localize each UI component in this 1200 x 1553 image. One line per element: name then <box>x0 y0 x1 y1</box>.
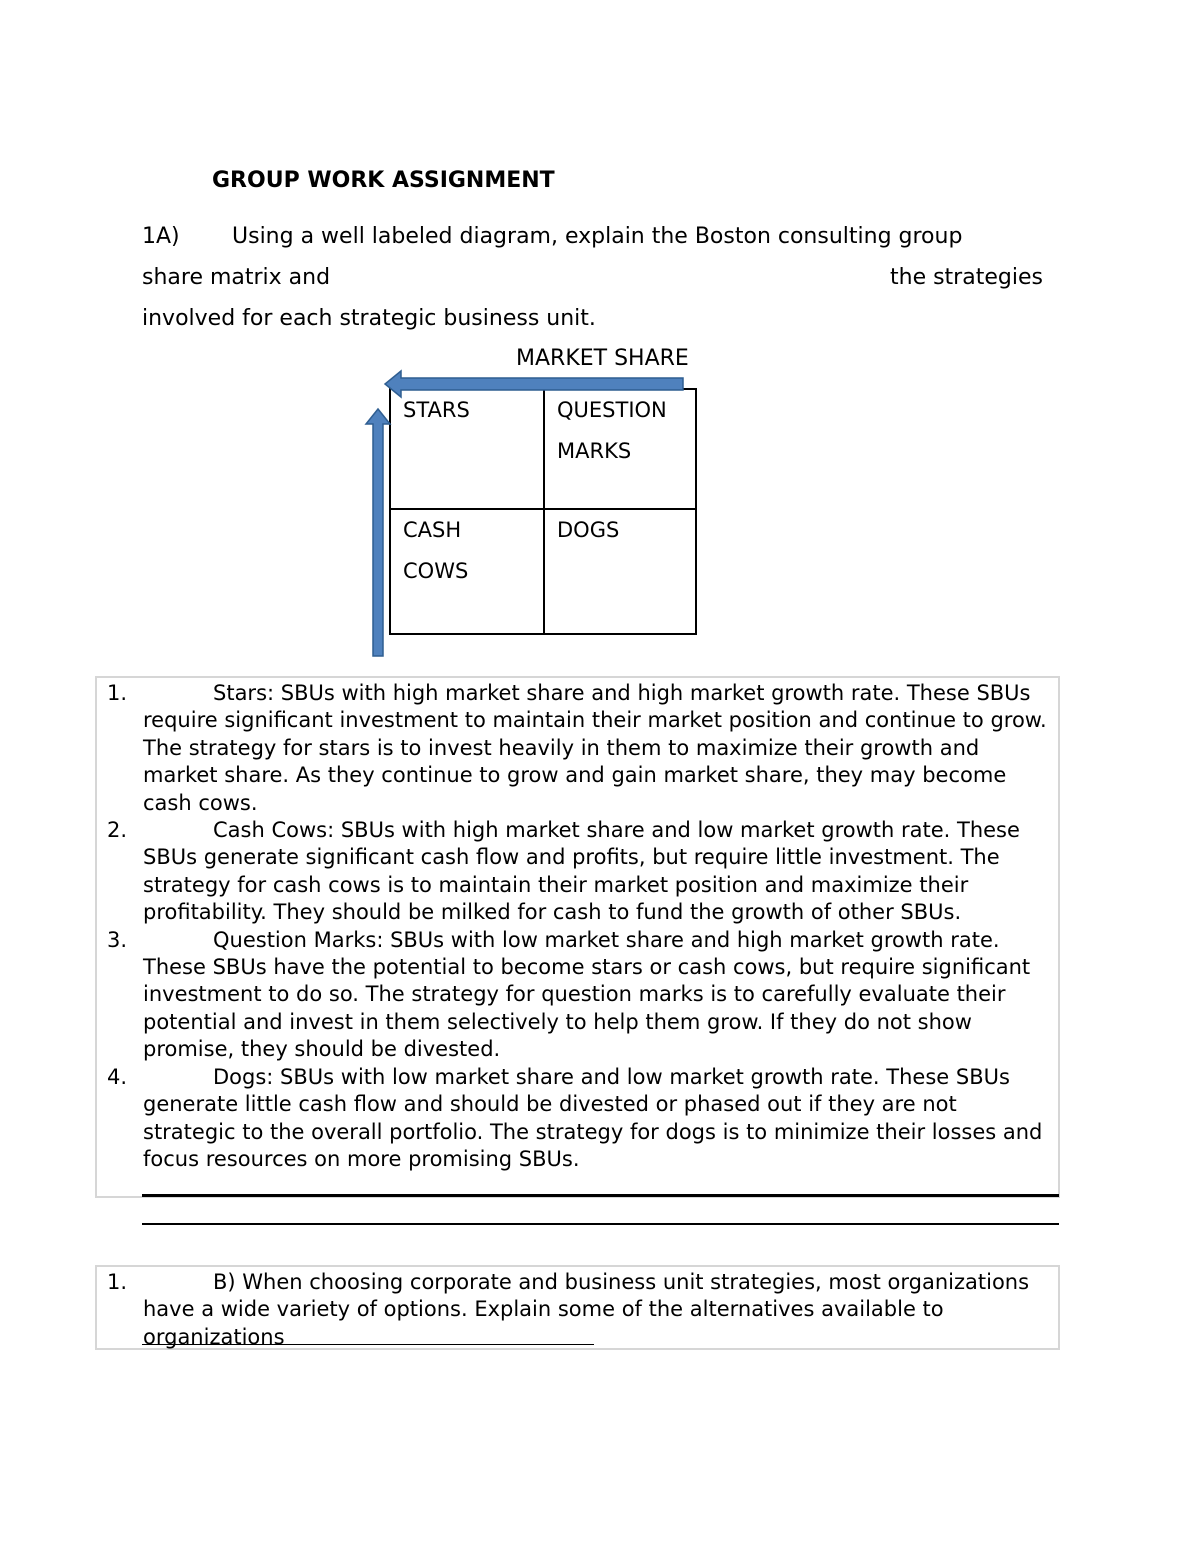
answer-item-stars <box>97 680 1058 817</box>
list-number: 4. <box>107 1064 128 1089</box>
market-share-axis-label: MARKET SHARE <box>516 346 689 371</box>
list-number: 1. <box>107 1270 128 1294</box>
left-arrow-icon <box>385 371 683 397</box>
divider-line <box>142 1194 1059 1197</box>
question-b-box <box>95 1265 1060 1350</box>
question-line-1: Using a well labeled diagram, explain the Boston consulting group <box>232 224 963 249</box>
question-number: 1A) <box>142 224 180 249</box>
list-number: 2. <box>107 818 128 843</box>
answer-box <box>95 676 1060 1198</box>
underline <box>142 1344 594 1345</box>
answer-text: Question Marks: SBUs with low market share and high market growth rate. These SBUs have the potential to become stars or cash cows, but require significant investment to do so. The strategy for question marks is to carefully evaluate their potential and invest in them selectively to help them grow. If they do not show promise, they should be divested. <box>143 927 1031 1062</box>
question-line-2a: share matrix and <box>142 265 331 290</box>
answer-text: Stars: SBUs with high market share and high market growth rate. These SBUs require significant investment to maintain their market position and continue to grow. The strategy for stars is to invest heavily in them to maximize their growth and market share. As they continue to grow and gain market share, they may become cash cows. <box>143 681 1047 815</box>
list-number: 3. <box>107 927 128 952</box>
question-line-2b: the strategies <box>890 265 1043 290</box>
axis-arrows <box>360 368 700 660</box>
up-arrow-icon <box>366 409 390 656</box>
question-marks-label-1: QUESTION <box>557 398 667 422</box>
question-marks-label-2: MARKS <box>557 439 632 463</box>
answer-item-question-marks <box>97 927 1058 1064</box>
cash-cows-label-1: CASH <box>403 518 462 542</box>
answer-text: Cash Cows: SBUs with high market share and low market growth rate. These SBUs generate significant cash flow and profits, but require little investment. The strategy for cash cows is to maintain their market position and maximize their profitability. They should be milked for cash to fund the growth of other SBUs. <box>143 818 1020 925</box>
cash-cows-label-2: COWS <box>403 559 469 583</box>
question-b-item <box>97 1269 1058 1351</box>
stars-label: STARS <box>403 398 470 422</box>
divider-line-2 <box>142 1223 1059 1225</box>
document-title: GROUP WORK ASSIGNMENT <box>212 168 555 193</box>
list-number: 1. <box>107 681 128 705</box>
question-b-text: B) When choosing corporate and business unit strategies, most organizations have a wide variety of options. Explain some of the alternatives available to organizations <box>143 1270 1030 1349</box>
question-line-3: involved for each strategic business unit. <box>142 306 596 331</box>
answer-item-cash-cows <box>97 817 1058 927</box>
dogs-label: DOGS <box>557 518 620 542</box>
answer-text: Dogs: SBUs with low market share and low market growth rate. These SBUs generate little cash flow and should be divested or phased out if they are not strategic to the overall portfolio. The strategy for dogs is to minimize their losses and focus resources on more promising SBUs. <box>143 1064 1043 1171</box>
answer-item-dogs <box>97 1064 1058 1174</box>
